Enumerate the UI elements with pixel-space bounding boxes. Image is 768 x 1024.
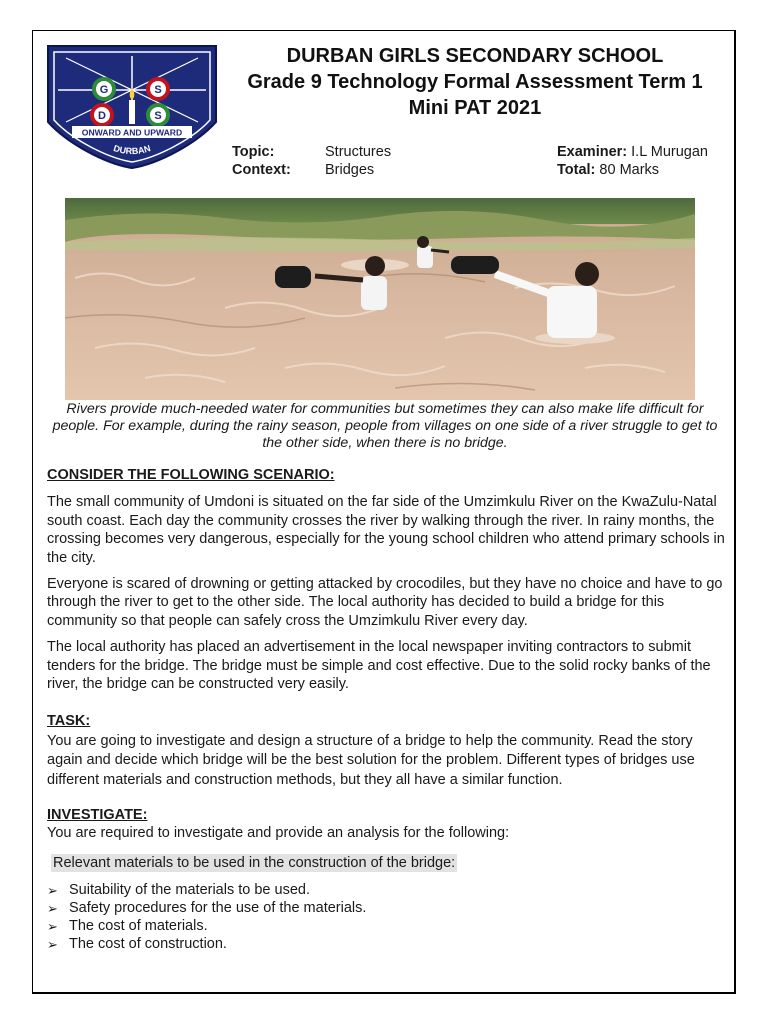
total-label: Total: — [557, 162, 596, 178]
materials-highlight: Relevant materials to be used in the construction of the bridge: — [53, 854, 456, 871]
school-logo — [46, 44, 218, 170]
topic-context-block — [232, 143, 391, 179]
logo-letter-d: D — [98, 110, 106, 122]
scenario-section — [47, 466, 732, 693]
arrow-bullet-icon: ➢ — [47, 883, 58, 899]
river-crossing-photo — [65, 198, 695, 400]
scenario-heading: CONSIDER THE FOLLOWING SCENARIO: — [47, 467, 335, 483]
arrow-bullet-icon: ➢ — [47, 918, 58, 934]
total-value: 80 Marks — [599, 162, 660, 178]
task-section — [47, 712, 732, 790]
school-name: DURBAN GIRLS SECONDARY SCHOOL — [286, 45, 664, 67]
investigate-heading: INVESTIGATE: — [47, 807, 148, 823]
logo-letter-s2: S — [154, 110, 162, 122]
logo-letter-s: S — [154, 84, 162, 96]
assessment-title: Grade 9 Technology Formal Assessment Term 1 — [247, 71, 703, 93]
pat-title: Mini PAT 2021 — [408, 97, 542, 119]
task-heading: TASK: — [47, 713, 91, 729]
photo-caption: Rivers provide much-needed water for communities but sometimes they can also make life difficult for people. For example, during the rainy season, people from villages on one side of a river struggle to get to the other side, when there is no bridge. — [52, 401, 718, 451]
examiner-value: I.L Murugan — [631, 144, 708, 160]
arrow-bullet-icon: ➢ — [47, 936, 58, 952]
task-text: You are going to investigate and design a structure of a bridge to help the community. Read the story again and decide which bridge will be the best solution for the problem. Different types of bridges use different materials and construction methods, but they all have a similar function. — [47, 732, 695, 788]
list-item: ➢ The cost of materials. — [47, 917, 208, 934]
topic-value: Structures — [325, 144, 392, 160]
investigate-intro: You are required to investigate and provide an analysis for the following: — [47, 825, 510, 842]
logo-city: DURBAN — [112, 143, 152, 157]
scenario-paragraph-2: Everyone is scared of drowning or getting attacked by crocodiles, but they have no choice and have to go through the river to get to the other side. The local authority has decided to build a bridge for this community so that people can safely cross the Umzimkulu River every day. — [47, 576, 723, 629]
examiner-label: Examiner: — [557, 144, 628, 160]
logo-motto: ONWARD AND UPWARD — [81, 127, 183, 138]
context-value: Bridges — [325, 162, 375, 178]
examiner-total-block — [557, 143, 708, 179]
list-item: ➢ Suitability of the materials to be used. — [47, 882, 310, 899]
scenario-paragraph-3: The local authority has placed an advertisement in the local newspaper inviting contractors to submit tenders for the bridge. The bridge must be simple and cost effective. Due to the solid rocky banks of the river, the bridge can be constructed very easily. — [47, 639, 711, 693]
candle-icon — [129, 100, 135, 124]
document-header — [220, 43, 730, 121]
scenario-paragraph-1: The small community of Umdoni is situated on the far side of the Umzimkulu River on the KwaZulu-Natal south coast. Each day the community crosses the river by walking through the river. In rainy months, the crossing becomes very dangerous, especially for the young school children who attend primary schools in the city. — [47, 494, 725, 566]
list-item: ➢ Safety procedures for the use of the materials. — [47, 900, 367, 917]
topic-label: Topic: — [232, 144, 275, 160]
context-label: Context: — [232, 162, 291, 178]
arrow-bullet-icon: ➢ — [47, 901, 58, 917]
logo-letter-g: G — [99, 84, 109, 96]
list-item: ➢ The cost of construction. — [47, 935, 227, 952]
investigate-list — [47, 882, 732, 953]
investigate-section — [47, 806, 732, 953]
